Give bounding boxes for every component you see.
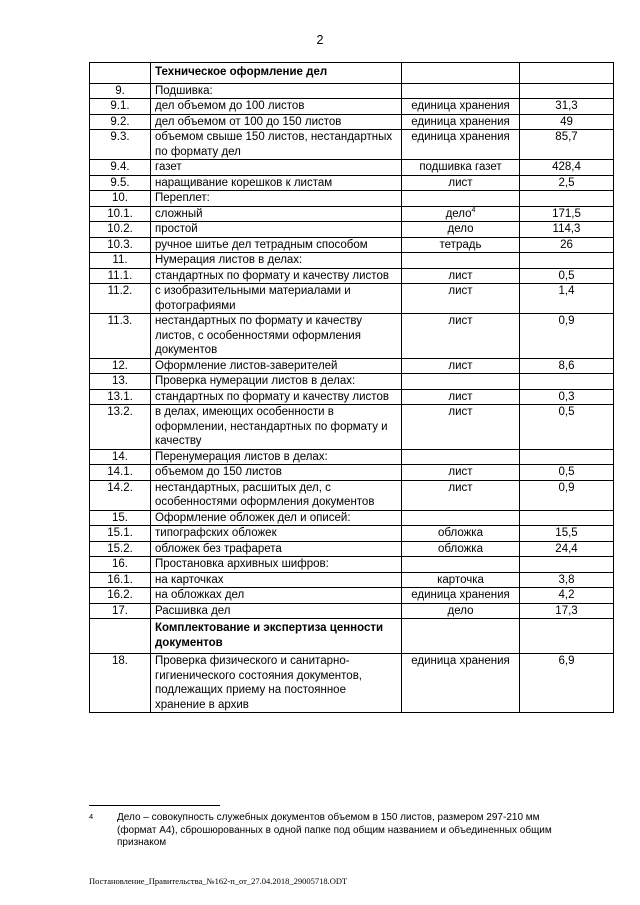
table-row: [90, 160, 614, 176]
item-name-text: наращивание корешков к листам: [155, 176, 333, 189]
item-name-cell: [151, 114, 402, 130]
unit-cell: [402, 449, 520, 465]
footnote-mark: 4: [89, 812, 94, 821]
unit-cell: [402, 222, 520, 238]
norm-value-text: 0,5: [558, 269, 575, 282]
norm-value-text: 0,9: [558, 315, 575, 327]
item-number-text: 14.: [112, 450, 128, 463]
item-number-text: 15.1.: [107, 527, 133, 539]
unit-cell: [402, 465, 520, 481]
item-name-text: Оформление листов-заверителей: [155, 359, 338, 372]
item-name-text: Переплет:: [155, 192, 210, 204]
unit-text: подшивка газет: [419, 161, 502, 173]
unit-cell: [402, 619, 520, 654]
item-name-text: дел объемом до 100 листов: [155, 100, 305, 112]
norm-value-text: 8,6: [558, 359, 575, 372]
unit-text: единица хранения: [411, 589, 510, 601]
item-name-text: газет: [155, 161, 182, 173]
unit-cell: [402, 389, 520, 405]
item-number-cell: [90, 405, 151, 450]
item-number-text: 9.4.: [110, 161, 130, 173]
item-number-text: 10.3.: [107, 238, 133, 251]
table-row: [90, 130, 614, 160]
norm-value-text: 428,4: [552, 161, 581, 173]
norm-value-cell: [520, 130, 614, 160]
unit-cell: [402, 253, 520, 269]
item-name-cell: [151, 480, 402, 510]
item-name-text: с изобразительными материалами и фотографиями: [155, 285, 351, 312]
item-number-text: 10.1.: [107, 207, 133, 220]
item-name-cell: [151, 63, 402, 84]
item-number-cell: [90, 191, 151, 207]
item-name-cell: [151, 654, 402, 713]
table-row: [90, 405, 614, 450]
norm-value-cell: [520, 175, 614, 191]
item-number-text: 9.1.: [110, 100, 130, 112]
unit-text: обложка: [438, 527, 483, 539]
item-name-cell: [151, 526, 402, 542]
unit-cell: [402, 268, 520, 284]
item-name-text: Техническое оформление дел: [155, 66, 328, 78]
item-number-cell: [90, 253, 151, 269]
unit-cell: [402, 526, 520, 542]
table-row: [90, 175, 614, 191]
unit-text: лист: [448, 481, 473, 494]
item-number-text: 16.: [112, 558, 128, 570]
item-name-text: дел объемом от 100 до 150 листов: [155, 115, 342, 128]
item-number-cell: [90, 160, 151, 176]
unit-cell: [402, 114, 520, 130]
item-number-text: 11.3.: [107, 315, 133, 327]
unit-text: единица хранения: [411, 131, 510, 143]
item-number-text: 9.5.: [110, 176, 130, 189]
item-number-cell: [90, 358, 151, 374]
table-row: [90, 358, 614, 374]
item-number-cell: [90, 175, 151, 191]
item-number-cell: [90, 83, 151, 99]
item-name-cell: [151, 314, 402, 359]
table-row: [90, 541, 614, 557]
norm-value-cell: [520, 191, 614, 207]
unit-cell: [402, 654, 520, 713]
unit-text: единица хранения: [411, 115, 510, 128]
table-row: [90, 206, 614, 222]
item-name-text: Простановка архивных шифров:: [155, 558, 329, 570]
table-row: [90, 480, 614, 510]
item-name-cell: [151, 619, 402, 654]
item-number-text: 11.: [112, 254, 128, 266]
item-number-cell: [90, 572, 151, 588]
footnote: [89, 812, 569, 850]
item-number-text: 16.2.: [107, 589, 133, 601]
norm-value-cell: [520, 99, 614, 115]
norm-value-cell: [520, 541, 614, 557]
norm-value-cell: [520, 526, 614, 542]
item-name-text: Оформление обложек дел и описей:: [155, 511, 351, 524]
item-name-text: Перенумерация листов в делах:: [155, 450, 328, 463]
item-name-text: Проверка физического и санитарно-гигиенического состояния документов, подлежащих приему на постоянное хранение в архив: [155, 655, 362, 711]
unit-text: лист: [448, 406, 473, 418]
table-row: [90, 526, 614, 542]
item-number-cell: [90, 206, 151, 222]
item-name-text: Подшивка:: [155, 84, 213, 97]
unit-cell: [402, 63, 520, 84]
item-number-cell: [90, 603, 151, 619]
item-number-text: 16.1.: [107, 573, 133, 586]
item-name-cell: [151, 465, 402, 481]
table-row: [90, 557, 614, 573]
norm-value-text: 114,3: [552, 223, 581, 235]
norm-value-text: 0,5: [558, 466, 575, 478]
norm-value-cell: [520, 314, 614, 359]
unit-cell: [402, 541, 520, 557]
item-number-cell: [90, 284, 151, 314]
norm-value-cell: [520, 510, 614, 526]
norm-value-cell: [520, 557, 614, 573]
norm-value-cell: [520, 405, 614, 450]
table-row: [90, 83, 614, 99]
norm-value-cell: [520, 389, 614, 405]
item-name-cell: [151, 268, 402, 284]
item-number-text: 10.: [112, 192, 128, 204]
table-row: [90, 191, 614, 207]
norms-table-body: [90, 63, 614, 713]
table-row: [90, 284, 614, 314]
item-number-cell: [90, 114, 151, 130]
unit-cell: [402, 405, 520, 450]
item-name-cell: [151, 374, 402, 390]
norm-value-cell: [520, 480, 614, 510]
item-number-text: 13.: [112, 375, 128, 387]
table-row: [90, 237, 614, 253]
norm-value-text: 4,2: [558, 589, 575, 601]
document-filename-footer: Постановление_Правительства_№162-п_от_27.04.2018_29005718.ODT: [89, 876, 348, 886]
item-name-cell: [151, 99, 402, 115]
norm-value-cell: [520, 449, 614, 465]
item-name-text: нестандартных, расшитых дел, с особенностями оформления документов: [155, 481, 375, 508]
norm-value-text: 31,3: [555, 100, 578, 112]
unit-text: лист: [448, 315, 473, 327]
item-number-text: 9.: [115, 84, 125, 97]
item-number-text: 18.: [112, 655, 128, 667]
unit-cell: [402, 206, 520, 222]
item-name-text: сложный: [155, 207, 203, 220]
item-name-text: обложек без трафарета: [155, 542, 282, 555]
item-name-cell: [151, 510, 402, 526]
table-row: [90, 222, 614, 238]
item-name-text: объемом свыше 150 листов, нестандартных по формату дел: [155, 131, 393, 158]
item-number-cell: [90, 63, 151, 84]
norm-value-cell: [520, 619, 614, 654]
norm-value-text: 26: [560, 238, 573, 251]
footnote-text: Дело – совокупность служебных документов объемом в 150 листов, размером 297-210 мм (формат А4), сброшюрованных в одной папке под общим названием и объединенных общим признаком: [117, 812, 552, 848]
norm-value-cell: [520, 465, 614, 481]
unit-cell: [402, 603, 520, 619]
unit-text: лист: [448, 359, 473, 372]
page-number: 2: [316, 33, 324, 47]
table-row: [90, 114, 614, 130]
norm-value-text: 24,4: [555, 542, 578, 555]
unit-text: лист: [448, 176, 473, 189]
unit-cell: [402, 374, 520, 390]
item-number-cell: [90, 654, 151, 713]
norm-value-cell: [520, 654, 614, 713]
footnote-separator: [89, 805, 220, 806]
norm-value-text: 15,5: [555, 527, 578, 539]
unit-text: лист: [448, 466, 473, 478]
item-number-text: 13.1.: [107, 390, 133, 403]
norm-value-cell: [520, 268, 614, 284]
unit-text: карточка: [437, 573, 484, 586]
item-name-cell: [151, 557, 402, 573]
table-row: [90, 654, 614, 713]
unit-cell: [402, 160, 520, 176]
unit-text: лист: [448, 285, 473, 297]
item-number-text: 9.3.: [110, 131, 130, 143]
item-name-text: в делах, имеющих особенности в оформлении, нестандартных по формату и качеству: [155, 406, 388, 447]
norm-value-cell: [520, 237, 614, 253]
item-number-cell: [90, 541, 151, 557]
item-number-text: 12.: [112, 359, 128, 372]
table-row: [90, 465, 614, 481]
unit-text: лист: [448, 269, 473, 282]
item-number-cell: [90, 510, 151, 526]
item-name-text: объемом до 150 листов: [155, 466, 282, 478]
unit-cell: [402, 588, 520, 604]
item-name-cell: [151, 603, 402, 619]
item-number-cell: [90, 389, 151, 405]
item-number-cell: [90, 237, 151, 253]
norm-value-cell: [520, 572, 614, 588]
unit-text: лист: [448, 390, 473, 403]
unit-cell: [402, 572, 520, 588]
norm-value-text: 2,5: [558, 176, 575, 189]
item-number-text: 9.2.: [110, 115, 130, 128]
norm-value-cell: [520, 160, 614, 176]
unit-cell: [402, 284, 520, 314]
item-number-text: 11.2.: [107, 285, 133, 297]
norm-value-text: 85,7: [555, 131, 578, 143]
table-row: [90, 99, 614, 115]
norm-value-cell: [520, 358, 614, 374]
unit-cell: [402, 480, 520, 510]
norm-value-cell: [520, 114, 614, 130]
unit-text: единица хранения: [411, 655, 510, 667]
item-name-text: на обложках дел: [155, 589, 245, 601]
item-name-cell: [151, 358, 402, 374]
item-name-text: типографских обложек: [155, 527, 277, 539]
item-name-cell: [151, 449, 402, 465]
unit-text: дело: [445, 207, 472, 220]
item-name-text: Комплектование и экспертиза ценности документов: [155, 622, 384, 649]
norm-value-text: 0,5: [558, 406, 575, 418]
item-number-text: 13.2.: [107, 406, 133, 418]
item-number-text: 10.2.: [107, 223, 133, 235]
unit-text: дело: [447, 604, 474, 617]
unit-cell: [402, 557, 520, 573]
item-number-cell: [90, 374, 151, 390]
item-name-cell: [151, 572, 402, 588]
item-number-text: 17.: [112, 604, 128, 617]
table-row: [90, 449, 614, 465]
unit-cell: [402, 83, 520, 99]
table-row: [90, 389, 614, 405]
item-name-cell: [151, 588, 402, 604]
item-number-cell: [90, 619, 151, 654]
item-name-cell: [151, 405, 402, 450]
norm-value-cell: [520, 374, 614, 390]
unit-cell: [402, 510, 520, 526]
item-number-cell: [90, 222, 151, 238]
unit-text: единица хранения: [411, 100, 510, 112]
item-number-cell: [90, 314, 151, 359]
item-name-cell: [151, 83, 402, 99]
item-name-text: Проверка нумерации листов в делах:: [155, 375, 356, 387]
unit-text: дело: [447, 223, 474, 235]
item-number-cell: [90, 449, 151, 465]
norm-value-cell: [520, 63, 614, 84]
item-name-cell: [151, 191, 402, 207]
unit-text: тетрадь: [439, 238, 482, 251]
norm-value-text: 0,9: [558, 481, 575, 494]
item-number-cell: [90, 99, 151, 115]
norm-value-text: 49: [560, 115, 573, 128]
item-name-cell: [151, 175, 402, 191]
unit-cell: [402, 191, 520, 207]
item-number-text: 15.2.: [107, 542, 133, 555]
item-name-text: ручное шитье дел тетрадным способом: [155, 238, 368, 251]
item-name-text: стандартных по формату и качеству листов: [155, 390, 389, 403]
item-name-text: Нумерация листов в делах:: [155, 254, 303, 266]
item-number-cell: [90, 480, 151, 510]
item-number-text: 14.1.: [107, 466, 133, 478]
item-name-text: нестандартных по формату и качеству листов, с особенностями оформления документов: [155, 315, 362, 356]
table-row: [90, 374, 614, 390]
table-row: [90, 572, 614, 588]
norm-value-text: 3,8: [558, 573, 575, 586]
item-number-text: 14.2.: [107, 481, 133, 494]
item-name-text: на карточках: [155, 573, 224, 586]
norm-value-cell: [520, 284, 614, 314]
unit-cell: [402, 175, 520, 191]
table-row: [90, 314, 614, 359]
item-name-text: простой: [155, 223, 198, 235]
norm-value-text: 17,3: [555, 604, 578, 617]
norm-value-text: 171,5: [552, 207, 581, 220]
norm-value-cell: [520, 206, 614, 222]
norm-value-cell: [520, 83, 614, 99]
unit-cell: [402, 130, 520, 160]
norm-value-cell: [520, 253, 614, 269]
table-row: [90, 510, 614, 526]
item-number-cell: [90, 268, 151, 284]
table-row: [90, 588, 614, 604]
item-name-cell: [151, 130, 402, 160]
norms-table: [89, 62, 614, 713]
item-name-cell: [151, 389, 402, 405]
section-header-row: [90, 619, 614, 654]
item-number-cell: [90, 465, 151, 481]
norm-value-text: 6,9: [558, 655, 575, 667]
table-row: [90, 603, 614, 619]
section-header-row: [90, 63, 614, 84]
norm-value-cell: [520, 603, 614, 619]
item-name-cell: [151, 237, 402, 253]
item-number-cell: [90, 588, 151, 604]
norm-value-text: 0,3: [558, 390, 575, 403]
unit-cell: [402, 358, 520, 374]
footnote-reference: 4: [471, 206, 476, 214]
item-name-cell: [151, 541, 402, 557]
item-number-text: 15.: [112, 511, 128, 524]
table-row: [90, 253, 614, 269]
item-number-text: 11.1.: [107, 269, 133, 282]
item-number-cell: [90, 557, 151, 573]
item-name-cell: [151, 253, 402, 269]
norm-value-text: 1,4: [558, 285, 575, 297]
norm-value-cell: [520, 588, 614, 604]
item-name-cell: [151, 206, 402, 222]
unit-cell: [402, 314, 520, 359]
item-name-text: стандартных по формату и качеству листов: [155, 269, 389, 282]
item-name-text: Расшивка дел: [155, 604, 231, 617]
unit-cell: [402, 99, 520, 115]
item-number-cell: [90, 526, 151, 542]
norm-value-cell: [520, 222, 614, 238]
unit-cell: [402, 237, 520, 253]
item-name-cell: [151, 222, 402, 238]
unit-text: обложка: [438, 542, 483, 555]
table-row: [90, 268, 614, 284]
item-name-cell: [151, 160, 402, 176]
item-name-cell: [151, 284, 402, 314]
item-number-cell: [90, 130, 151, 160]
